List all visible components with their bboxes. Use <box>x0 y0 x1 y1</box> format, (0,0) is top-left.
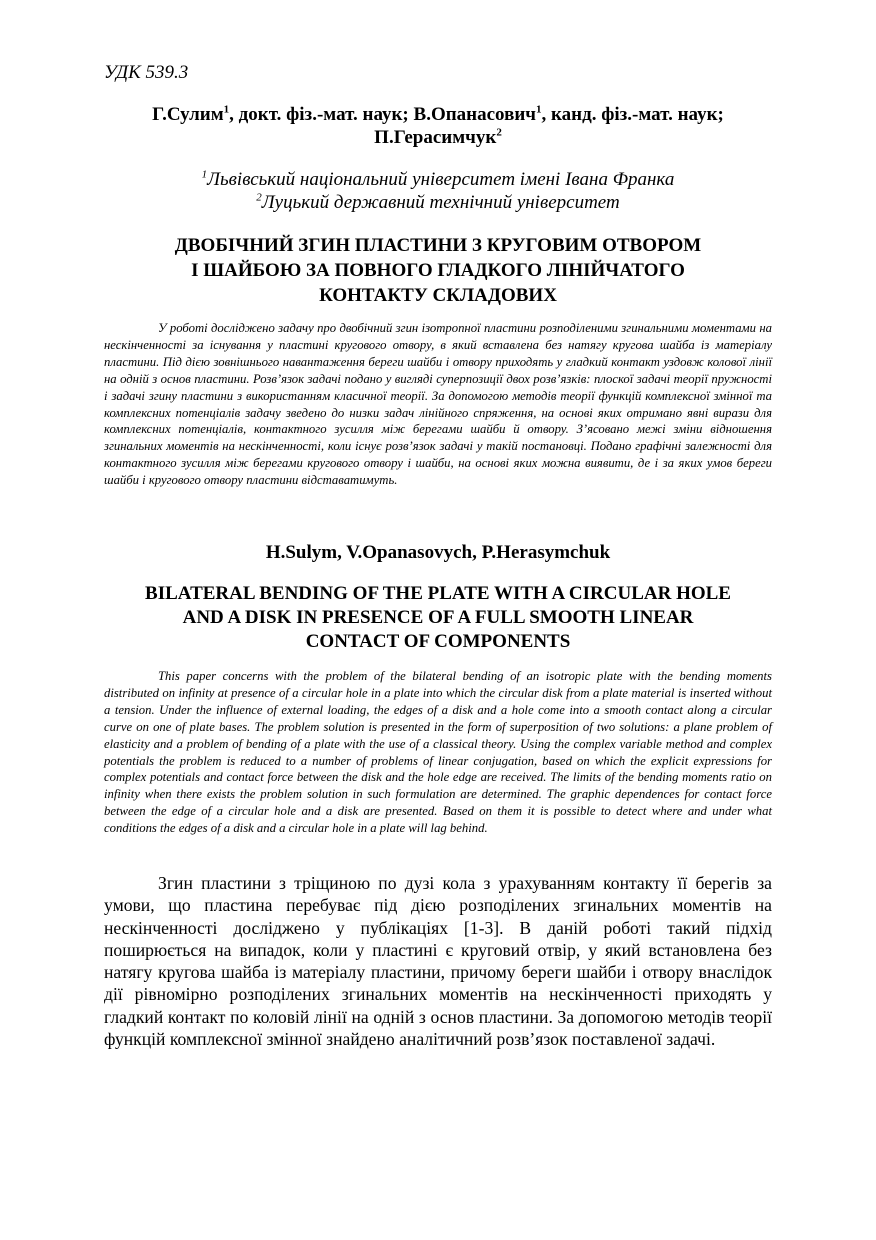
abstract-text: У роботі досліджено задачу про двобічний згин ізотропної пластини розподіленими згинальними моментами на нескінченності за існування у пластині кругового отвору, в який вставлена без натягу кругова шайба із матеріалу пластини. Під дією зовнішнього навантаження береги шайби і отвору приходять у гладкий контакт уздовж колової лінії на одній з основ пластини. Розв’язок задачі подано у вигляді суперпозиції двох розв’язків: плоскої задачі теорії пружності і задачі згину пластини з використанням класичної теорії. За допомогою методів теорії функцій комплексної змінної та комплексних потенціалів задачу зведено до низки задач лінійного спряження, на основі яких отримано явні вирази для комплексних потенціалів, контактного зусилля між берегами шайби й отвору. З’ясовано межі зміни відношення згинальних моментів на нескінченності, коли існує розв’язок задачі у такій постановці. Подано графічні залежності для контактного зусилля між берегами кругового отвору і шайби, на основі яких можна виявити, де і за яких умов береги шайби і кругового отвору пластини відставатимуть. <box>104 321 772 488</box>
title-line: CONTACT OF COMPONENTS <box>305 631 571 652</box>
affiliation-text: Луцький державний технічний університет <box>261 192 620 213</box>
title-ukrainian <box>90 233 786 308</box>
affiliation-marker: 1 <box>201 168 208 181</box>
author-degree: , докт. фіз.-мат. наук; <box>229 104 414 125</box>
title-line: ДВОБІЧНИЙ ЗГИН ПЛАСТИНИ З КРУГОВИМ ОТВОРОМ <box>174 235 702 256</box>
title-line: AND A DISK IN PRESENCE OF A FULL SMOOTH LINEAR <box>182 607 694 628</box>
author-name: В.Опанасович <box>413 104 536 125</box>
abstract-ukrainian <box>104 320 772 489</box>
title-english <box>90 582 786 654</box>
udc-code: УДК 539.3 <box>104 62 189 83</box>
body-paragraph: Згин пластини з тріщиною по дузі кола з урахуванням контакту її берегів за умови, що пластина перебуває під дією розподілених згинальних моментів на нескінченності досліджено у публікаціях [1-3]. В даній роботі такий підхід поширюється на випадок, коли у пластині є круговий отвір, у який встановлена без натягу кругова шайба із матеріалу пластини, причому береги шайби і отвору внаслідок дії рівномірно розподілених згинальних моментів на нескінченності приходять у гладкий контакт по коловій лінії на одній з основ пластини. За допомогою методів теорії функцій комплексної змінної знайдено аналітичний розв’язок поставленої задачі. <box>104 873 772 1050</box>
authors-ukrainian <box>80 103 796 149</box>
affiliation-2 <box>80 191 796 214</box>
title-line: І ШАЙБОЮ ЗА ПОВНОГО ГЛАДКОГО ЛІНІЙЧАТОГО <box>191 260 685 281</box>
author-degree: , канд. фіз.-мат. наук; <box>541 104 724 125</box>
affiliation-marker: 1 <box>536 103 542 116</box>
affiliation-marker: 2 <box>256 191 262 204</box>
affiliation-marker: 2 <box>496 126 502 139</box>
author-name: Г.Сулим <box>152 104 224 125</box>
affiliation-marker: 1 <box>223 103 230 116</box>
title-line: BILATERAL BENDING OF THE PLATE WITH A CIRCULAR HOLE <box>145 583 731 604</box>
affiliation-1 <box>80 168 796 191</box>
abstract-text: This paper concerns with the problem of the bilateral bending of an isotropic plate with the bending moments distributed on infinity at presence of a circular hole in a plate into which the circular disk from a plate material is inserted without a tension. Under the influence of external loading, the edges of a disk and a hole come into a smooth contact along a circular curve on one of plate bases. The problem solution is presented in the form of superposition of two solutions: a plane problem of elasticity and a problem of bending of a plate with the use of a classical theory. Using the complex variable method and complex potentials the problem is reduced to a number of problems of linear conjugation, based on which the explicit expressions for complex potentials and contact force between the disk and the hole edge are received. The limits of the bending moments ratio on infinity when there exists the problem solution in such formulation are determined. The graphic dependences for contact force between the edge of a circular hole and a disk are presented. Based on them it is possible to detect where and under what conditions the edges of a disk and a circular hole in a plate will lag behind. <box>104 669 772 836</box>
title-line: КОНТАКТУ СКЛАДОВИХ <box>319 285 557 306</box>
author-name: П.Герасимчук <box>374 127 497 148</box>
abstract-english <box>104 668 772 837</box>
affiliations <box>80 168 796 214</box>
body-text <box>104 872 772 1050</box>
authors-english: H.Sulym, V.Opanasovych, P.Herasymchuk <box>265 542 611 563</box>
affiliation-text: Львівський національний університет імені Івана Франка <box>207 169 675 190</box>
